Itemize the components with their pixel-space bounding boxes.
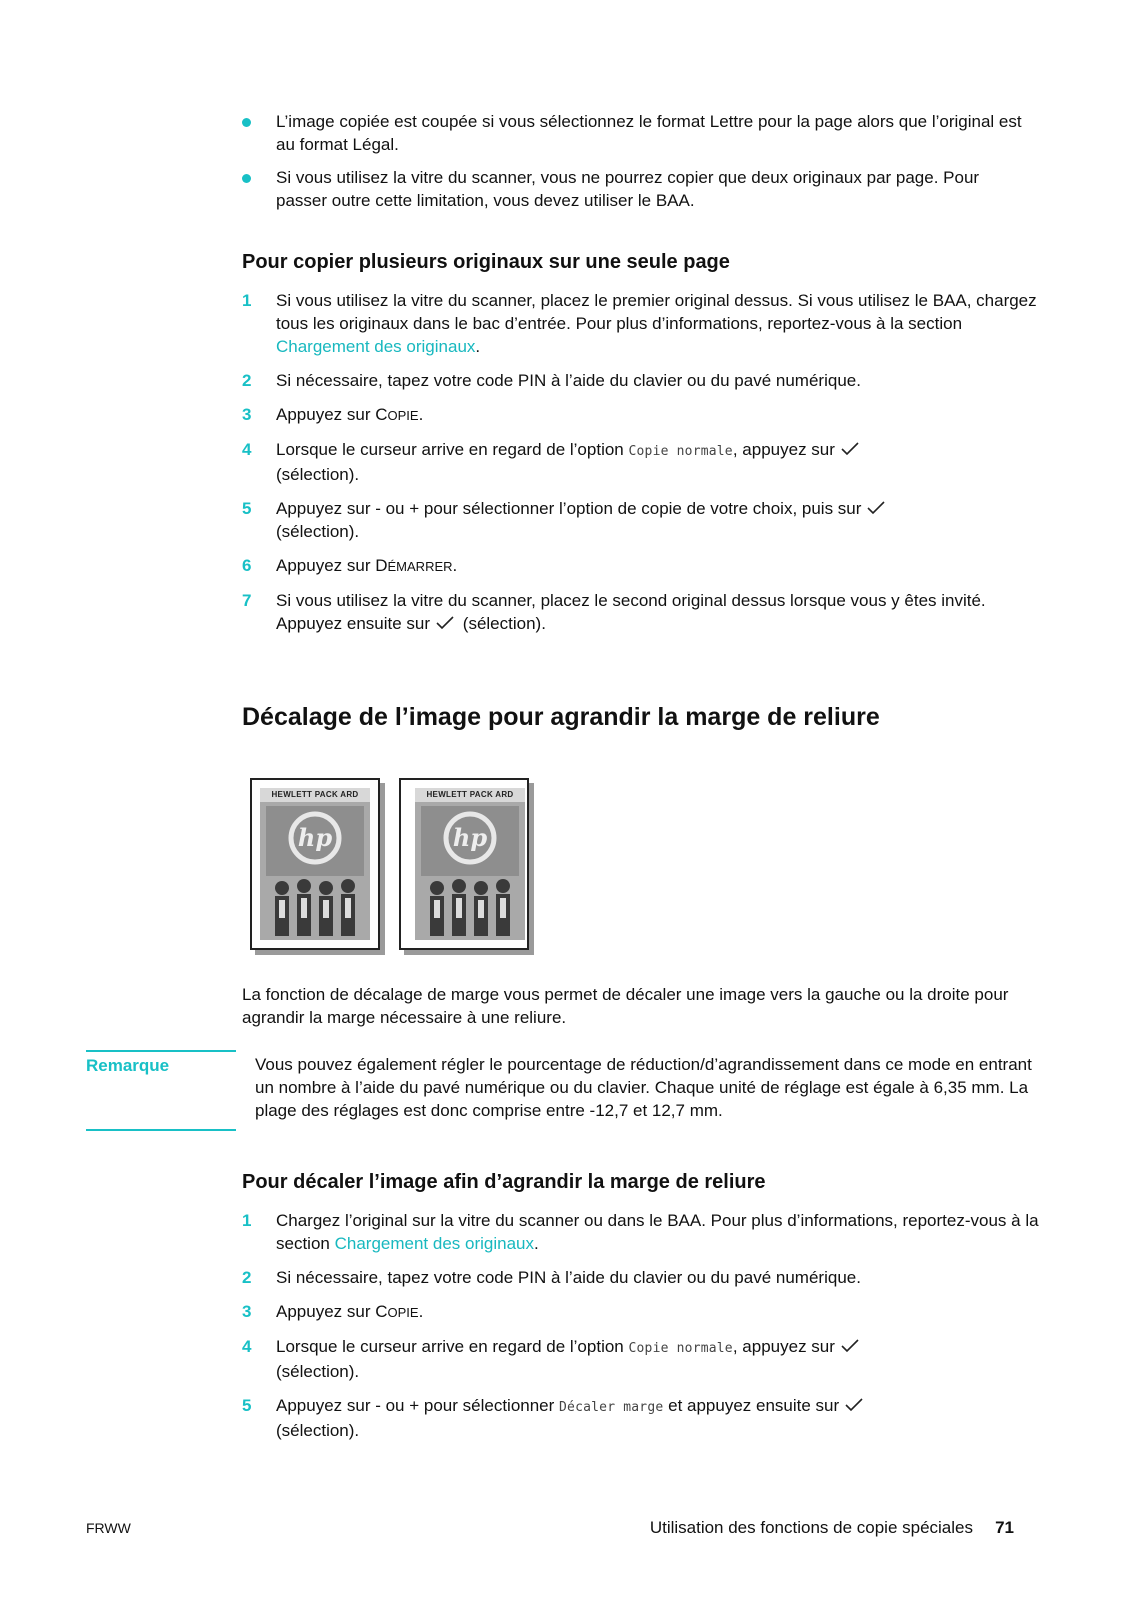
step-text: Appuyez sur <box>276 405 376 424</box>
step-text-end: (sélection). <box>462 614 546 633</box>
step-text: Appuyez sur - ou + pour sélectionner l’option de copie de votre choix, puis sur <box>276 499 862 518</box>
step-text: Si vous utilisez la vitre du scanner, placez le premier original dessus. Si vous utilisez le BAA, chargez tous les originaux dans le bac d’entrée. Pour plus d’informations, reportez-vous à la section <box>276 291 1037 333</box>
footer-section-title: Utilisation des fonctions de copie spéciales <box>649 1518 973 1537</box>
step-text-end: . <box>418 1302 424 1321</box>
lcd-option-copie-normale: Copie normale <box>628 444 733 459</box>
thumb-brand-label: HEWLETT PACK ARD <box>260 788 370 802</box>
step-number: 5 <box>242 499 252 518</box>
step-text-mid: , appuyez sur <box>732 1337 835 1356</box>
copy-sample-photo <box>260 788 370 940</box>
step-text-mid: et appuyez ensuite sur <box>663 1396 840 1415</box>
page-number: 71 <box>995 1518 1014 1537</box>
note-label: Remarque <box>86 1056 170 1075</box>
section-heading-decaler-image: Pour décaler l’image afin d’agrandir la marge de reliure <box>242 1171 766 1193</box>
checkmark-icon <box>841 442 859 456</box>
step-item <box>242 554 1042 578</box>
copy-sample-image-shifted <box>399 778 529 950</box>
step-number: 1 <box>242 1211 252 1230</box>
svg-text:hp: hp <box>452 823 488 852</box>
step-number: 4 <box>242 440 252 459</box>
description-paragraph: La fonction de décalage de marge vous permet de décaler une image vers la gauche ou la droite pour agrandir la marge nécessaire à une reliure. <box>242 985 1009 1027</box>
bullet-text: L’image copiée est coupée si vous sélectionnez le format Lettre pour la page alors que l’original est au format Légal. <box>276 112 1022 154</box>
checkmark-icon <box>841 1339 859 1353</box>
step-text-mid: , appuyez sur <box>732 440 835 459</box>
note-bottom-rule <box>86 1129 236 1131</box>
step-text: Si nécessaire, tapez votre code PIN à l’aide du clavier ou du pavé numérique. <box>276 1268 861 1287</box>
step-text-end: (sélection). <box>276 1421 360 1440</box>
step-item <box>242 497 1042 543</box>
link-chargement-originaux[interactable]: Chargement des originaux <box>276 337 476 356</box>
step-item <box>242 369 1042 392</box>
thumb-brand-label: HEWLETT PACK ARD <box>415 788 525 802</box>
step-text: Appuyez sur <box>276 556 376 575</box>
step-item <box>242 1300 1042 1324</box>
key-copie-rest: OPIE <box>387 1305 419 1320</box>
step-text: Si vous utilisez la vitre du scanner, placez le second original dessus lorsque vous y êtes invité. Appuyez ensuite sur <box>276 591 986 633</box>
copy-sample-photo <box>415 788 525 940</box>
key-demarrer-rest: ÉMARRER <box>387 559 453 574</box>
lcd-option-copie-normale: Copie normale <box>628 1341 733 1356</box>
key-copie-rest: OPIE <box>387 408 419 423</box>
step-number: 7 <box>242 591 252 610</box>
key-copie-first: C <box>375 405 388 424</box>
checkmark-icon <box>436 616 454 630</box>
step-number: 2 <box>242 1268 252 1287</box>
step-number: 3 <box>242 1302 252 1321</box>
steps-list-decaler <box>242 1209 1042 1453</box>
step-item <box>242 1209 1042 1255</box>
step-text: Lorsque le curseur arrive en regard de l’option <box>276 1337 629 1356</box>
step-item <box>242 438 1042 486</box>
svg-text:hp: hp <box>297 823 333 852</box>
step-number: 4 <box>242 1337 252 1356</box>
step-number: 5 <box>242 1396 252 1415</box>
step-text-end: (sélection). <box>276 522 360 541</box>
bullet-text: Si vous utilisez la vitre du scanner, vous ne pourrez copier que deux originaux par page. Pour passer outre cette limitation, vous devez utiliser le BAA. <box>276 168 980 210</box>
footer-left-label: FRWW <box>86 1520 131 1536</box>
step-item <box>242 403 1042 427</box>
step-text: Appuyez sur - ou + pour sélectionner <box>276 1396 560 1415</box>
step-text-end: . <box>475 337 481 356</box>
key-demarrer-first: D <box>375 556 388 575</box>
step-text-end: (sélection). <box>276 1362 360 1381</box>
bullet-list <box>242 110 1032 222</box>
bullet-dot-icon <box>242 118 251 127</box>
hp-photo-illustration <box>415 802 525 940</box>
key-copie-first: C <box>375 1302 388 1321</box>
step-item <box>242 1266 1042 1289</box>
step-text-end: . <box>452 556 458 575</box>
step-item <box>242 289 1042 358</box>
link-chargement-originaux[interactable]: Chargement des originaux <box>334 1234 534 1253</box>
step-text-end: . <box>534 1234 539 1253</box>
lcd-option-decaler-marge: Décaler marge <box>559 1400 664 1415</box>
bullet-item <box>242 166 1032 212</box>
step-text: Appuyez sur <box>276 1302 376 1321</box>
step-text: Chargez l’original sur la vitre du scanner ou dans le BAA. Pour plus d’informations, reportez-vous à la section <box>276 1211 1039 1253</box>
step-item <box>242 1394 1042 1442</box>
step-item <box>242 1335 1042 1383</box>
step-text-end: (sélection). <box>276 465 360 484</box>
section-heading-copy-multiple: Pour copier plusieurs originaux sur une seule page <box>242 251 730 273</box>
copy-sample-image <box>250 778 380 950</box>
bullet-dot-icon <box>242 174 251 183</box>
step-number: 6 <box>242 556 252 575</box>
step-number: 2 <box>242 371 252 390</box>
step-item <box>242 589 1042 635</box>
step-number: 1 <box>242 291 252 310</box>
checkmark-icon <box>845 1398 863 1412</box>
checkmark-icon <box>867 501 885 515</box>
section-heading-decalage: Décalage de l’image pour agrandir la marge de reliure <box>242 703 880 731</box>
step-text-end: . <box>418 405 424 424</box>
step-text: Si nécessaire, tapez votre code PIN à l’aide du clavier ou du pavé numérique. <box>276 371 861 390</box>
note-top-rule <box>86 1050 236 1052</box>
note-text: Vous pouvez également régler le pourcentage de réduction/d’agrandissement dans ce mode en entrant un nombre à l’aide du pavé numérique ou du clavier. Chaque unité de réglage est égale à 6,35 mm. La plage des réglages est donc comprise entre -12,7 et 12,7 mm. <box>255 1055 1032 1120</box>
hp-photo-illustration <box>260 802 370 940</box>
steps-list-copy-multiple <box>242 289 1042 646</box>
step-text: Lorsque le curseur arrive en regard de l’option <box>276 440 629 459</box>
bullet-item <box>242 110 1032 156</box>
step-number: 3 <box>242 405 252 424</box>
